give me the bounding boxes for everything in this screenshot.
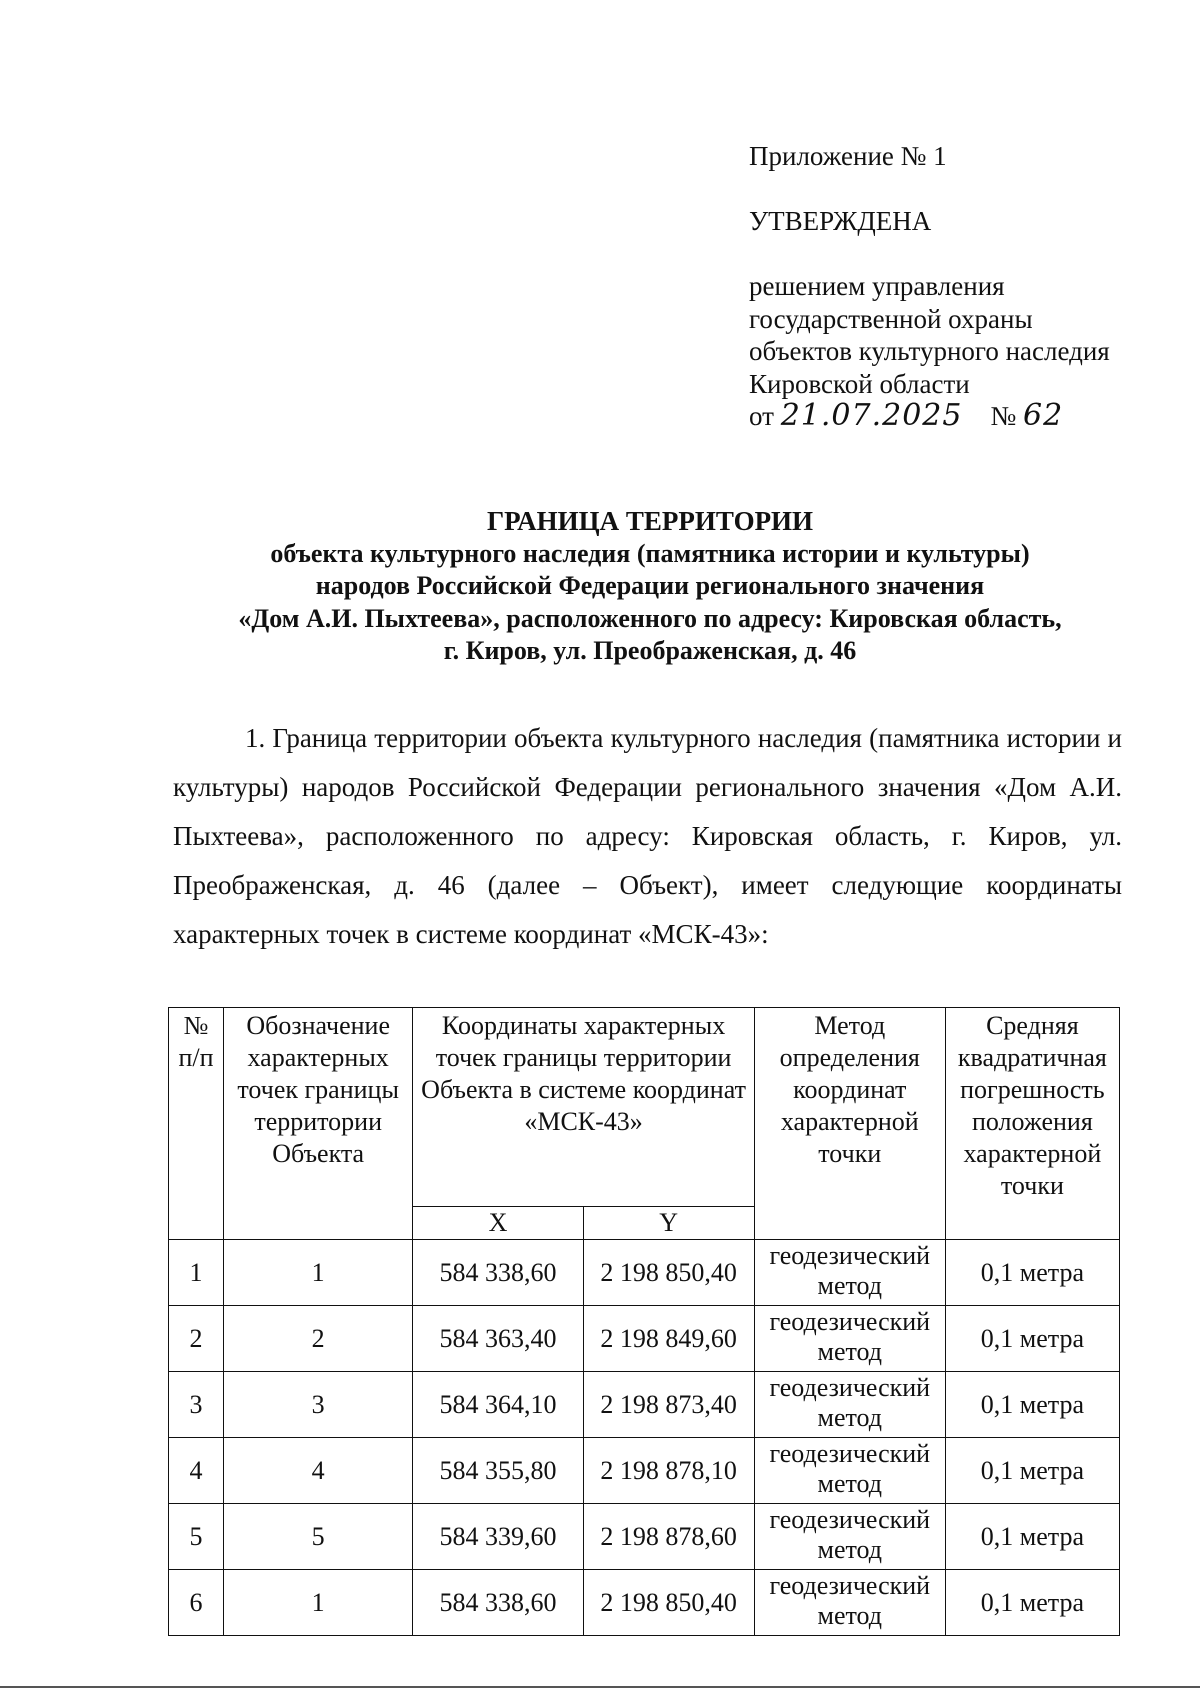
cell-point: 5 <box>223 1504 412 1570</box>
coordinates-table <box>168 1007 1120 1636</box>
from-label: от <box>749 401 774 431</box>
cell-num: 4 <box>169 1438 224 1504</box>
cell-point: 3 <box>223 1372 412 1438</box>
cell-method: геодезический метод <box>754 1306 945 1372</box>
cell-error: 0,1 метра <box>945 1372 1119 1438</box>
cell-y: 2 198 878,10 <box>583 1438 754 1504</box>
cell-y: 2 198 850,40 <box>583 1240 754 1306</box>
table-row <box>169 1240 1120 1306</box>
page-bottom-divider <box>0 1686 1200 1688</box>
header-coordinates: Координаты характерных точек границы территории Объекта в системе координат «МСК-43» <box>413 1008 754 1207</box>
cell-error: 0,1 метра <box>945 1570 1119 1636</box>
table-row <box>169 1504 1120 1570</box>
cell-y: 2 198 873,40 <box>583 1372 754 1438</box>
cell-error: 0,1 метра <box>945 1240 1119 1306</box>
cell-error: 0,1 метра <box>945 1438 1119 1504</box>
cell-point: 1 <box>223 1570 412 1636</box>
cell-num: 1 <box>169 1240 224 1306</box>
cell-y: 2 198 850,40 <box>583 1570 754 1636</box>
cell-point: 4 <box>223 1438 412 1504</box>
header-x: X <box>413 1207 583 1240</box>
heading-title: ГРАНИЦА ТЕРРИТОРИИ <box>486 506 814 536</box>
document-heading <box>170 505 1130 668</box>
number-label: № <box>990 401 1017 431</box>
cell-x: 584 355,80 <box>413 1438 583 1504</box>
cell-method: геодезический метод <box>754 1240 945 1306</box>
approved-label: УТВЕРЖДЕНА <box>749 205 932 236</box>
cell-num: 5 <box>169 1504 224 1570</box>
table-row <box>169 1438 1120 1504</box>
header-error: Средняя квадратичная погрешность положения характерной точки <box>945 1008 1119 1240</box>
handwritten-number: 62 <box>1023 398 1064 433</box>
table-row <box>169 1570 1120 1636</box>
cell-method: геодезический метод <box>754 1570 945 1636</box>
cell-method: геодезический метод <box>754 1504 945 1570</box>
cell-x: 584 339,60 <box>413 1504 583 1570</box>
cell-num: 6 <box>169 1570 224 1636</box>
cell-x: 584 338,60 <box>413 1570 583 1636</box>
cell-method: геодезический метод <box>754 1438 945 1504</box>
heading-subtitle-line: народов Российской Федерации регионального значения <box>315 571 985 600</box>
decision-line: Кировской области <box>749 368 970 399</box>
header-designation: Обозначение характерных точек границы территории Объекта <box>223 1008 412 1240</box>
cell-method: геодезический метод <box>754 1372 945 1438</box>
table-row <box>169 1372 1120 1438</box>
body-paragraph <box>173 714 1122 959</box>
cell-num: 3 <box>169 1372 224 1438</box>
cell-num: 2 <box>169 1306 224 1372</box>
cell-y: 2 198 849,60 <box>583 1306 754 1372</box>
header-y: Y <box>583 1207 754 1240</box>
decision-date-line <box>749 400 1169 433</box>
cell-point: 1 <box>223 1240 412 1306</box>
handwritten-date: 21.07.2025 <box>780 398 963 433</box>
cell-x: 584 363,40 <box>413 1306 583 1372</box>
decision-line: объектов культурного наследия <box>749 336 1110 366</box>
approval-block <box>749 140 1169 433</box>
table-row <box>169 1306 1120 1372</box>
cell-y: 2 198 878,60 <box>583 1504 754 1570</box>
decision-line: государственной охраны <box>749 303 1033 334</box>
cell-x: 584 364,10 <box>413 1372 583 1438</box>
heading-subtitle-line: г. Киров, ул. Преображенская, д. 46 <box>443 636 857 665</box>
cell-error: 0,1 метра <box>945 1504 1119 1570</box>
header-method: Метод определения координат характерной точки <box>754 1008 945 1240</box>
cell-error: 0,1 метра <box>945 1306 1119 1372</box>
cell-point: 2 <box>223 1306 412 1372</box>
heading-subtitle-line: «Дом А.И. Пыхтеева», расположенного по адресу: Кировская область, <box>238 603 1062 633</box>
cell-x: 584 338,60 <box>413 1240 583 1306</box>
header-num: № п/п <box>169 1008 224 1240</box>
heading-subtitle-line: объекта культурного наследия (памятника истории и культуры) <box>270 538 1030 568</box>
body-paragraph-text: 1. Граница территории объекта культурного наследия (памятника истории и культуры) народов Российской Федерации регионального значения «Дом А.И. Пыхтеева», расположенного по адресу: Кировская область, г. Киров, ул. Преображенская, д. 46 (далее – Объект), имеет следующие координаты характерных точек в системе координат «МСК-43»: <box>173 723 1122 949</box>
decision-line: решением управления <box>749 271 1005 301</box>
appendix-label: Приложение № 1 <box>749 141 947 171</box>
